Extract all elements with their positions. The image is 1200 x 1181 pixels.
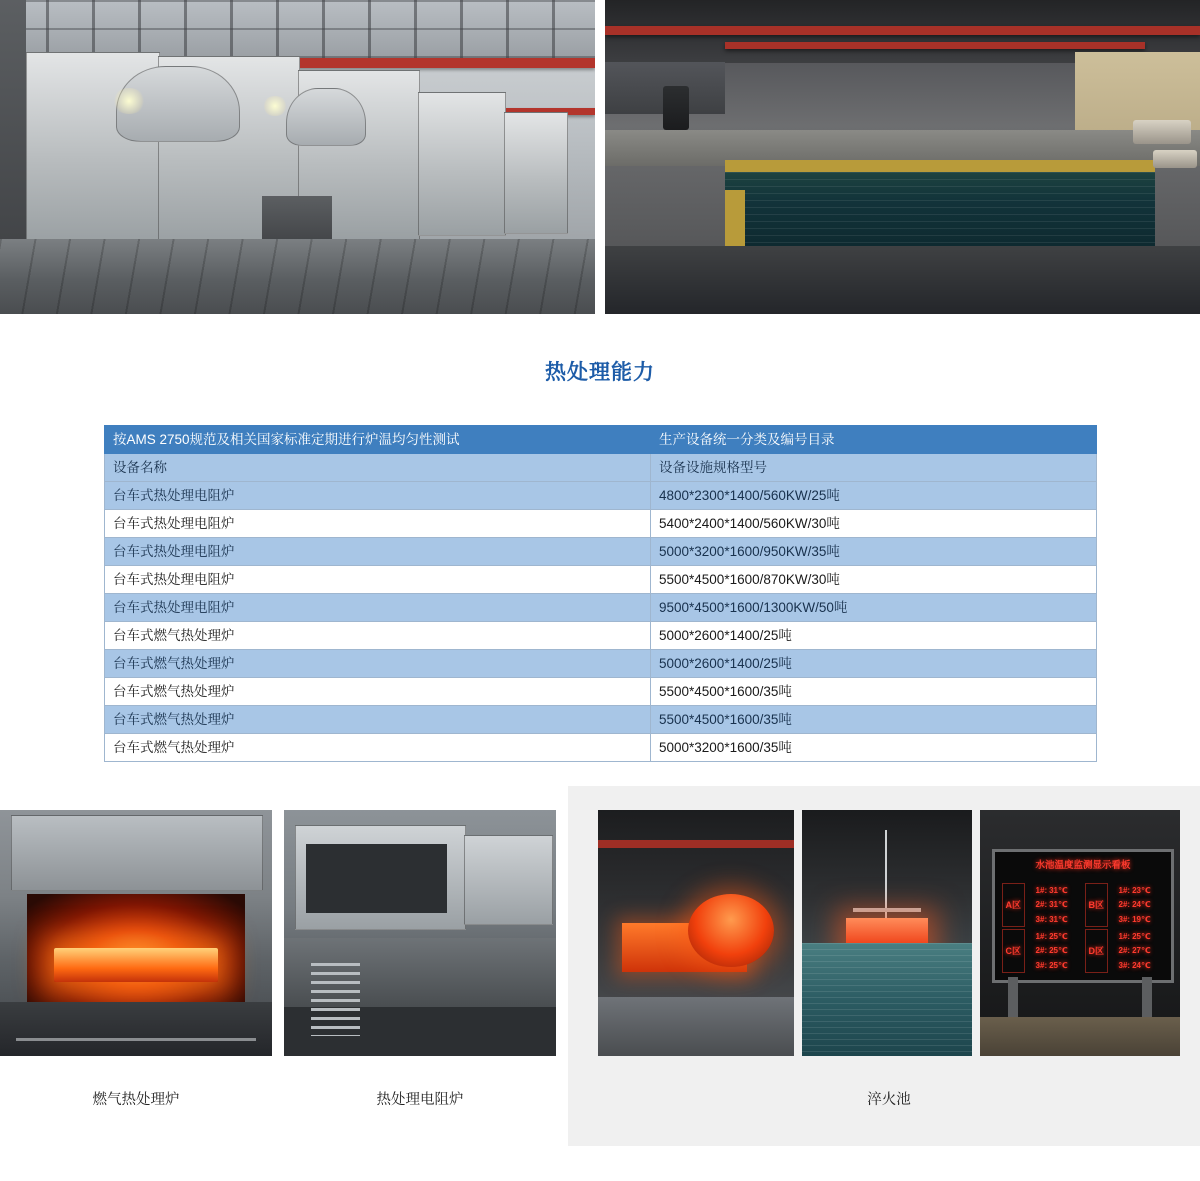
equipment-name: 台车式燃气热处理炉 <box>105 706 651 734</box>
led-reading-label: 2#: <box>1035 946 1048 956</box>
photo-lamp-glow-2 <box>262 96 288 116</box>
photo-pipe-bundle-2 <box>1153 150 1197 168</box>
led-reading-row <box>1108 943 1164 958</box>
photo-lifting-beam <box>853 908 921 912</box>
equipment-spec: 9500*4500*1600/1300KW/50吨 <box>651 594 1097 622</box>
equipment-spec: 4800*2300*1400/560KW/25吨 <box>651 482 1097 510</box>
led-reading-label: 3#: <box>1035 915 1048 925</box>
equipment-name: 台车式热处理电阻炉 <box>105 594 651 622</box>
led-reading-row <box>1025 943 1081 958</box>
equipment-name: 台车式热处理电阻炉 <box>105 510 651 538</box>
table-row <box>105 510 1097 538</box>
led-zone-label: A区 <box>1002 883 1025 927</box>
equipment-spec: 5500*4500*1600/35吨 <box>651 678 1097 706</box>
led-reading-row <box>1108 898 1164 913</box>
equipment-spec: 5000*3200*1600/950KW/35吨 <box>651 538 1097 566</box>
led-reading-row <box>1108 883 1164 898</box>
led-readings-grid <box>1002 883 1164 973</box>
led-zone-label: C区 <box>1002 929 1025 973</box>
photo-red-ceiling-beam <box>598 840 794 848</box>
photo-furnace-5 <box>504 112 568 234</box>
photo-furnace-4 <box>418 92 506 236</box>
table-header-cell-standard: 按AMS 2750规范及相关国家标准定期进行炉温均匀性测试 <box>105 426 651 454</box>
led-reading-value: 25℃ <box>1132 931 1151 941</box>
caption-quench-pool: 淬火池 <box>867 1092 911 1108</box>
photo-shop-floor <box>598 997 794 1056</box>
led-reading-value: 31℃ <box>1049 885 1068 895</box>
photo-crane-hook-cable <box>885 830 887 919</box>
photo-water-pool <box>725 172 1155 246</box>
equipment-spec: 5000*3200*1600/35吨 <box>651 734 1097 762</box>
led-reading-value: 27℃ <box>1132 946 1151 956</box>
led-reading-value: 31℃ <box>1049 900 1068 910</box>
photo-pipe-bundle <box>1133 120 1191 144</box>
equipment-name: 台车式燃气热处理炉 <box>105 622 651 650</box>
led-reading-row <box>1025 912 1081 927</box>
photo-glowing-workpiece <box>54 948 217 982</box>
table-row <box>105 734 1097 762</box>
photo-overhead-crane-rail <box>605 26 1200 35</box>
led-reading-row <box>1108 958 1164 973</box>
led-reading-value: 19℃ <box>1132 915 1151 925</box>
led-reading-value: 25℃ <box>1049 931 1068 941</box>
led-reading-label: 1#: <box>1035 885 1048 895</box>
table-row <box>105 678 1097 706</box>
photo-furnace-floor <box>0 1002 272 1056</box>
led-reading-row <box>1108 912 1164 927</box>
led-reading-label: 2#: <box>1035 900 1048 910</box>
equipment-spec: 5000*2600*1400/25吨 <box>651 650 1097 678</box>
photo-gas-heat-treatment-furnace <box>0 810 272 1056</box>
led-reading-row <box>1108 929 1164 944</box>
table-subheader-cell-name: 设备名称 <box>105 454 651 482</box>
table-row <box>105 566 1097 594</box>
led-reading-value: 23℃ <box>1132 885 1151 895</box>
led-zone-block <box>1085 883 1164 927</box>
led-reading-row <box>1025 883 1081 898</box>
led-zone-block <box>1085 929 1164 973</box>
equipment-name: 台车式热处理电阻炉 <box>105 566 651 594</box>
led-zone-label: B区 <box>1085 883 1108 927</box>
heat-treatment-capability-table <box>104 425 1096 762</box>
led-board-title: 水池温度监测显示看板 <box>1035 860 1131 872</box>
led-reading-label: 1#: <box>1118 885 1131 895</box>
photo-electric-resistance-furnace <box>284 810 556 1056</box>
led-reading-label: 3#: <box>1118 960 1131 970</box>
equipment-spec: 5400*2400*1400/560KW/30吨 <box>651 510 1097 538</box>
photo-overhead-crane-girder <box>725 42 1145 49</box>
led-zone-block <box>1002 883 1081 927</box>
led-reading-label: 1#: <box>1035 931 1048 941</box>
equipment-spec: 5000*2600*1400/25吨 <box>651 622 1097 650</box>
led-zone-block <box>1002 929 1081 973</box>
table-header-cell-catalog: 生产设备统一分类及编号目录 <box>651 426 1097 454</box>
led-reading-value: 25℃ <box>1049 960 1068 970</box>
led-reading-label: 2#: <box>1118 946 1131 956</box>
table-row <box>105 538 1097 566</box>
table-row <box>105 482 1097 510</box>
led-reading-row <box>1025 929 1081 944</box>
photo-yellow-pool-rib <box>725 190 745 246</box>
photo-led-temperature-board <box>980 810 1180 1056</box>
led-zone-label: D区 <box>1085 929 1108 973</box>
photo-furnace-upper-shell <box>11 815 263 891</box>
photo-furnace-rail <box>16 1038 255 1041</box>
photo-hot-rings-on-cart <box>598 810 794 1056</box>
led-reading-label: 2#: <box>1118 900 1131 910</box>
photo-access-stairs <box>311 963 360 1037</box>
photo-quenching-into-pool <box>802 810 972 1056</box>
table-row <box>105 622 1097 650</box>
photo-yellow-pool-edge <box>725 160 1155 172</box>
table-row <box>105 706 1097 734</box>
top-photo-band <box>0 0 1200 314</box>
photo-concrete-floor <box>0 239 595 314</box>
led-reading-value: 31℃ <box>1049 915 1068 925</box>
caption-gas-furnace: 燃气热处理炉 <box>92 1092 180 1108</box>
led-reading-value: 25℃ <box>1049 946 1068 956</box>
equipment-spec: 5500*4500*1600/35吨 <box>651 706 1097 734</box>
table-subheader-cell-spec: 设备设施规格型号 <box>651 454 1097 482</box>
section-title: 热处理能力 <box>545 361 655 384</box>
photo-quench-pool-hall <box>605 0 1200 314</box>
photo-ground <box>980 1017 1180 1056</box>
led-reading-label: 3#: <box>1035 960 1048 970</box>
photo-foreground-floor <box>605 246 1200 314</box>
led-reading-row <box>1025 958 1081 973</box>
led-reading-row <box>1025 898 1081 913</box>
table-row <box>105 650 1097 678</box>
photo-glowing-ring <box>688 894 774 968</box>
led-reading-label: 3#: <box>1118 915 1131 925</box>
equipment-name: 台车式热处理电阻炉 <box>105 482 651 510</box>
photo-furnace-interior-dark <box>306 844 447 913</box>
equipment-name: 台车式燃气热处理炉 <box>105 734 651 762</box>
table-subheader-row <box>105 454 1097 482</box>
table-row <box>105 594 1097 622</box>
led-reading-value: 24℃ <box>1132 960 1151 970</box>
photo-worker-silhouette <box>663 86 689 130</box>
photo-lamp-glow <box>112 88 146 114</box>
equipment-name: 台车式燃气热处理炉 <box>105 650 651 678</box>
led-display-panel <box>992 849 1174 983</box>
caption-electric-furnace: 热处理电阻炉 <box>376 1092 464 1108</box>
equipment-name: 台车式燃气热处理炉 <box>105 678 651 706</box>
led-reading-value: 24℃ <box>1132 900 1151 910</box>
photo-exhaust-duct-2 <box>286 88 366 146</box>
equipment-spec: 5500*4500*1600/870KW/30吨 <box>651 566 1097 594</box>
photo-furnace-chamber-2 <box>464 835 553 926</box>
photo-quench-water <box>802 943 972 1056</box>
photo-furnace-hall <box>0 0 595 314</box>
equipment-name: 台车式热处理电阻炉 <box>105 538 651 566</box>
led-reading-label: 1#: <box>1118 931 1131 941</box>
table-header-row <box>105 426 1097 454</box>
